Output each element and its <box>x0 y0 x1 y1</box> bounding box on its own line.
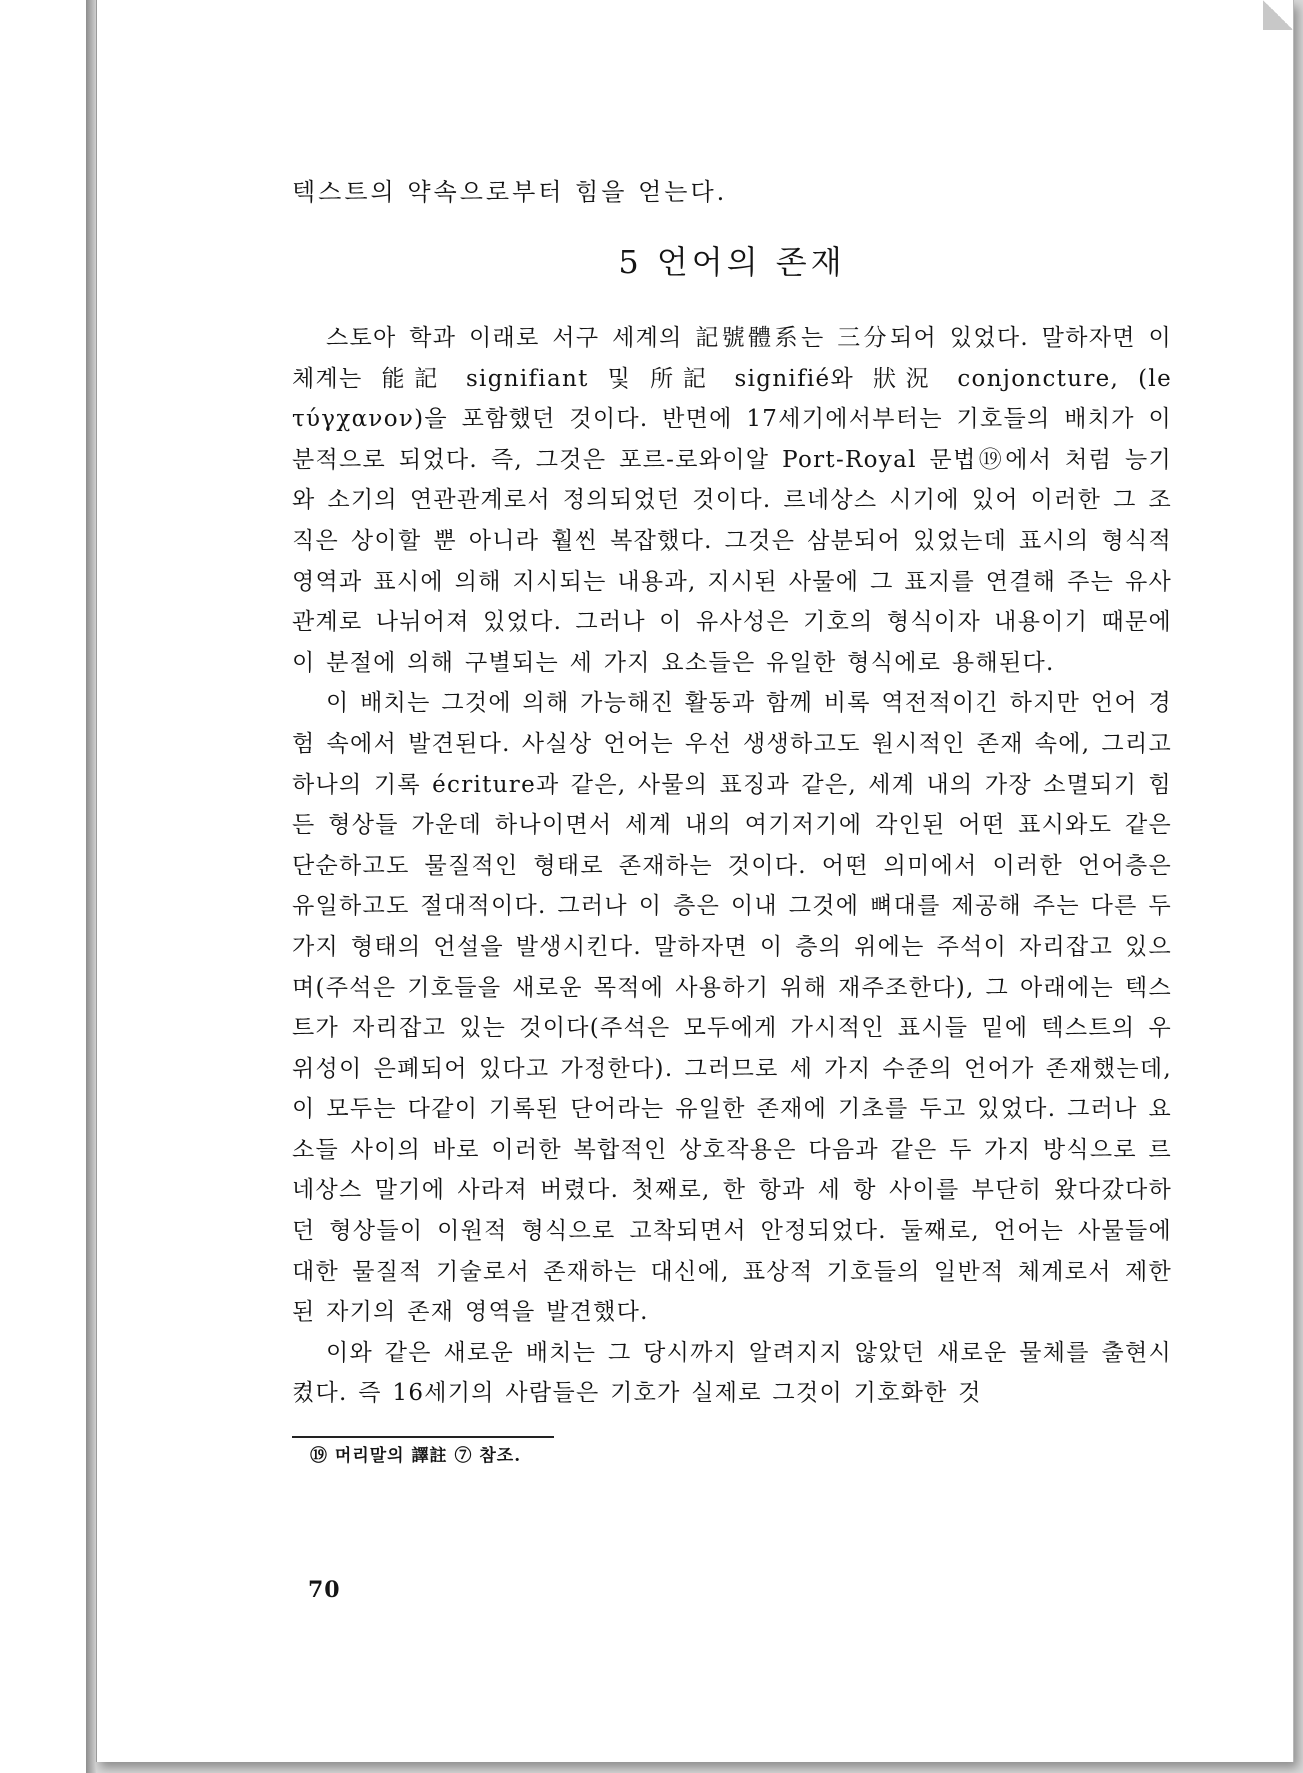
page-number: 70 <box>308 1577 341 1603</box>
page-corner <box>1263 0 1293 30</box>
footnote-rule <box>292 1436 554 1438</box>
paragraph-1: 스토아 학과 이래로 서구 세계의 記號體系는 三分되어 있었다. 말하자면 이 체계는 能記 signifiant 및 所記 signifié와 狀況 conjoncture, (le τύγχανον)을 포함했던 것이다. 반면에 17세기에서부터는 기호들의 배치가 이분적으로 되었다. 즉, 그것은 포르-로와이알 Port-Royal 문법⑲에서 처럼 능기와 소기의 연관관계로서 정의되었던 것이다. 르네상스 시기에 있어 이러한 그 조직은 상이할 뿐 아니라 훨씬 복잡했다. 그것은 삼분되어 있었는데 표시의 형식적 영역과 표시에 의해 지시되는 내용과, 지시된 사물에 그 표지를 연결해 주는 유사관계로 나뉘어져 있었다. 그러나 이 유사성은 기호의 형식이자 내용이기 때문에 이 분절에 의해 구별되는 세 가지 요소들은 유일한 형식에로 용해된다. <box>292 325 1173 676</box>
paragraph-2: 이 배치는 그것에 의해 가능해진 활동과 함께 비록 역전적이긴 하지만 언어 경험 속에서 발견된다. 사실상 언어는 우선 생생하고도 원시적인 존재 속에, 그리고 하나의 기록 écriture과 같은, 사물의 표징과 같은, 세계 내의 가장 소멸되기 힘든 형상들 가운데 하나이면서 세계 내의 여기저기에 각인된 어떤 표시와도 같은 단순하고도 물질적인 형태로 존재하는 것이다. 어떤 의미에서 이러한 언어층은 유일하고도 절대적이다. 그러나 이 층은 이내 그것에 뼈대를 제공해 주는 다른 두 가지 형태의 언설을 발생시킨다. 말하자면 이 층의 위에는 주석이 자리잡고 있으며(주석은 기호들을 새로운 목적에 사용하기 위해 재주조한다), 그 아래에는 텍스트가 자리잡고 있는 것이다(주석은 모두에게 가시적인 표시들 밑에 텍스트의 우위성이 은폐되어 있다고 가정한다). 그러므로 세 가지 수준의 언어가 존재했는데, 이 모두는 다같이 기록된 단어라는 유일한 존재에 기초를 두고 있었다. 그러나 요소들 사이의 바로 이러한 복합적인 상호작용은 다음과 같은 두 가지 방식으로 르네상스 말기에 사라져 버렸다. 첫째로, 한 항과 세 항 사이를 부단히 왔다갔다하던 형상들이 이원적 형식으로 고착되면서 안정되었다. 둘째로, 언어는 사물들에 대한 물질적 기술로서 존재하는 대신에, 표상적 기호들의 일반적 체계로서 제한된 자기의 존재 영역을 발견했다. <box>292 690 1173 1326</box>
section-title: 5 언어의 존재 <box>618 243 846 281</box>
lead-line: 텍스트의 약속으로부터 힘을 얻는다. <box>292 178 728 206</box>
footnote: ⑲ 머리말의 譯註 ⑦ 참조. <box>310 1446 522 1467</box>
book-spine <box>86 0 96 1773</box>
page-content <box>292 170 1172 1470</box>
paragraph-3: 이와 같은 새로운 배치는 그 당시까지 알려지지 않았던 새로운 물체를 출현시켰다. 즉 16세기의 사람들은 기호가 실제로 그것이 기호화한 것 <box>292 1339 1172 1407</box>
